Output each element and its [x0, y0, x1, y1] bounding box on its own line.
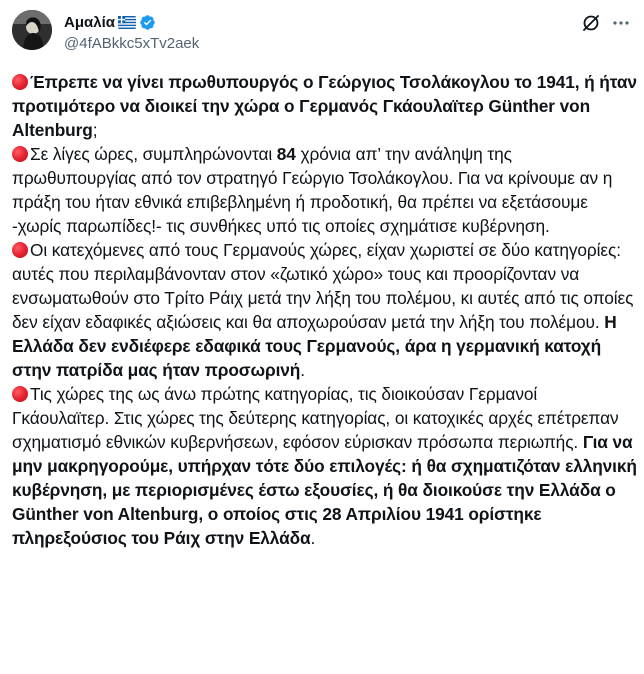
paragraph-3 [12, 238, 637, 382]
text-segment: Οι κατεχόμενες από τους Γερμανούς χώρες, είχαν χωριστεί σε δύο κατηγορίες: αυτές που περιλαμβάνονταν στον «ζωτικό χώρο» τους και προορίζονταν να ενσωματωθούν στο Τρίτο Ράιχ μετά την λήξη του πολέμου, κι αυτές από τις οποίες δεν είχαν εδαφικές αξιώσεις και θα αποχωρούσαν μετά την λήξη του πολέμου. [12, 240, 634, 332]
text-segment: Έπρεπε να γίνει πρωθυπουργός ο Γεώργιος Τσολάκογλου το 1941, ή ήταν προτιμότερο να διοικεί την χώρα ο Γερμανός Γκάουλαϊτερ Günther von Altenburg [12, 72, 637, 140]
text-segment: ; [92, 120, 98, 140]
author-info [64, 12, 199, 52]
paragraph-1 [12, 70, 637, 142]
tweet-actions [580, 12, 632, 34]
red-circle-emoji-icon [12, 242, 28, 258]
red-circle-emoji-icon [12, 146, 28, 162]
text-segment: 84 [276, 144, 296, 164]
verified-badge-icon[interactable] [139, 14, 156, 31]
display-name[interactable]: Αμαλία [64, 13, 115, 31]
text-segment: Η Ελλάδα δεν ενδιέφερε εδαφικά τους Γερμανούς, άρα η γερμανική κατοχή στην πατρίδα μας ήταν προσωρινή [12, 312, 617, 380]
paragraph-2 [12, 142, 637, 238]
grok-icon[interactable] [580, 12, 602, 34]
text-segment: χρόνια απ’ την ανάληψη της πρωθυπουργίας από τον στρατηγό Γεώργιο Τσολάκογλου. Για να κρίνουμε αν η πράξη του ήταν εθνικά επιβεβλημένη ή προδοτική, θα πρέπει να εξετάσουμε -χωρίς παρωπίδες!- τις συνθήκες υπό τις οποίες σχημάτισε κυβέρνηση. [12, 144, 613, 236]
text-segment: . [310, 528, 316, 548]
red-circle-emoji-icon [12, 74, 28, 90]
text-segment: . [300, 360, 305, 380]
text-segment: Για να μην μακρηγορούμε, υπήρχαν τότε δύο επιλογές: ή θα σχηματιζόταν ελληνική κυβέρνηση, με περιορισμένες έστω εξουσίες, ή θα διοικούσε την Ελλάδα ο Günther von Altenburg, ο οποίος στις 28 Απριλίου 1941 ορίστηκε πληρεξούσιος του Ράιχ στην Ελλάδα [12, 432, 637, 548]
red-circle-emoji-icon [12, 386, 28, 402]
text-segment: Τις χώρες της ως άνω πρώτης κατηγορίας, τις διοικούσαν Γερμανοί Γκάουλαϊτερ. Στις χώρες της δεύτερης κατηγορίας, οι κατοχικές αρχές επέτρεπαν σχηματισμό εθνικών κυβερνήσεων, εφόσον εύρισκαν πρόσωπα περιωπής. [12, 384, 619, 452]
tweet-header [12, 10, 632, 58]
tweet-text [12, 70, 637, 550]
paragraph-4 [12, 382, 637, 550]
handle[interactable]: @4fABkkc5xTv2aek [64, 35, 200, 52]
greece-flag-icon [118, 16, 136, 29]
text-segment: Σε λίγες ώρες, συμπληρώνονται [30, 144, 277, 164]
avatar[interactable] [12, 10, 52, 50]
more-icon[interactable] [610, 12, 632, 34]
